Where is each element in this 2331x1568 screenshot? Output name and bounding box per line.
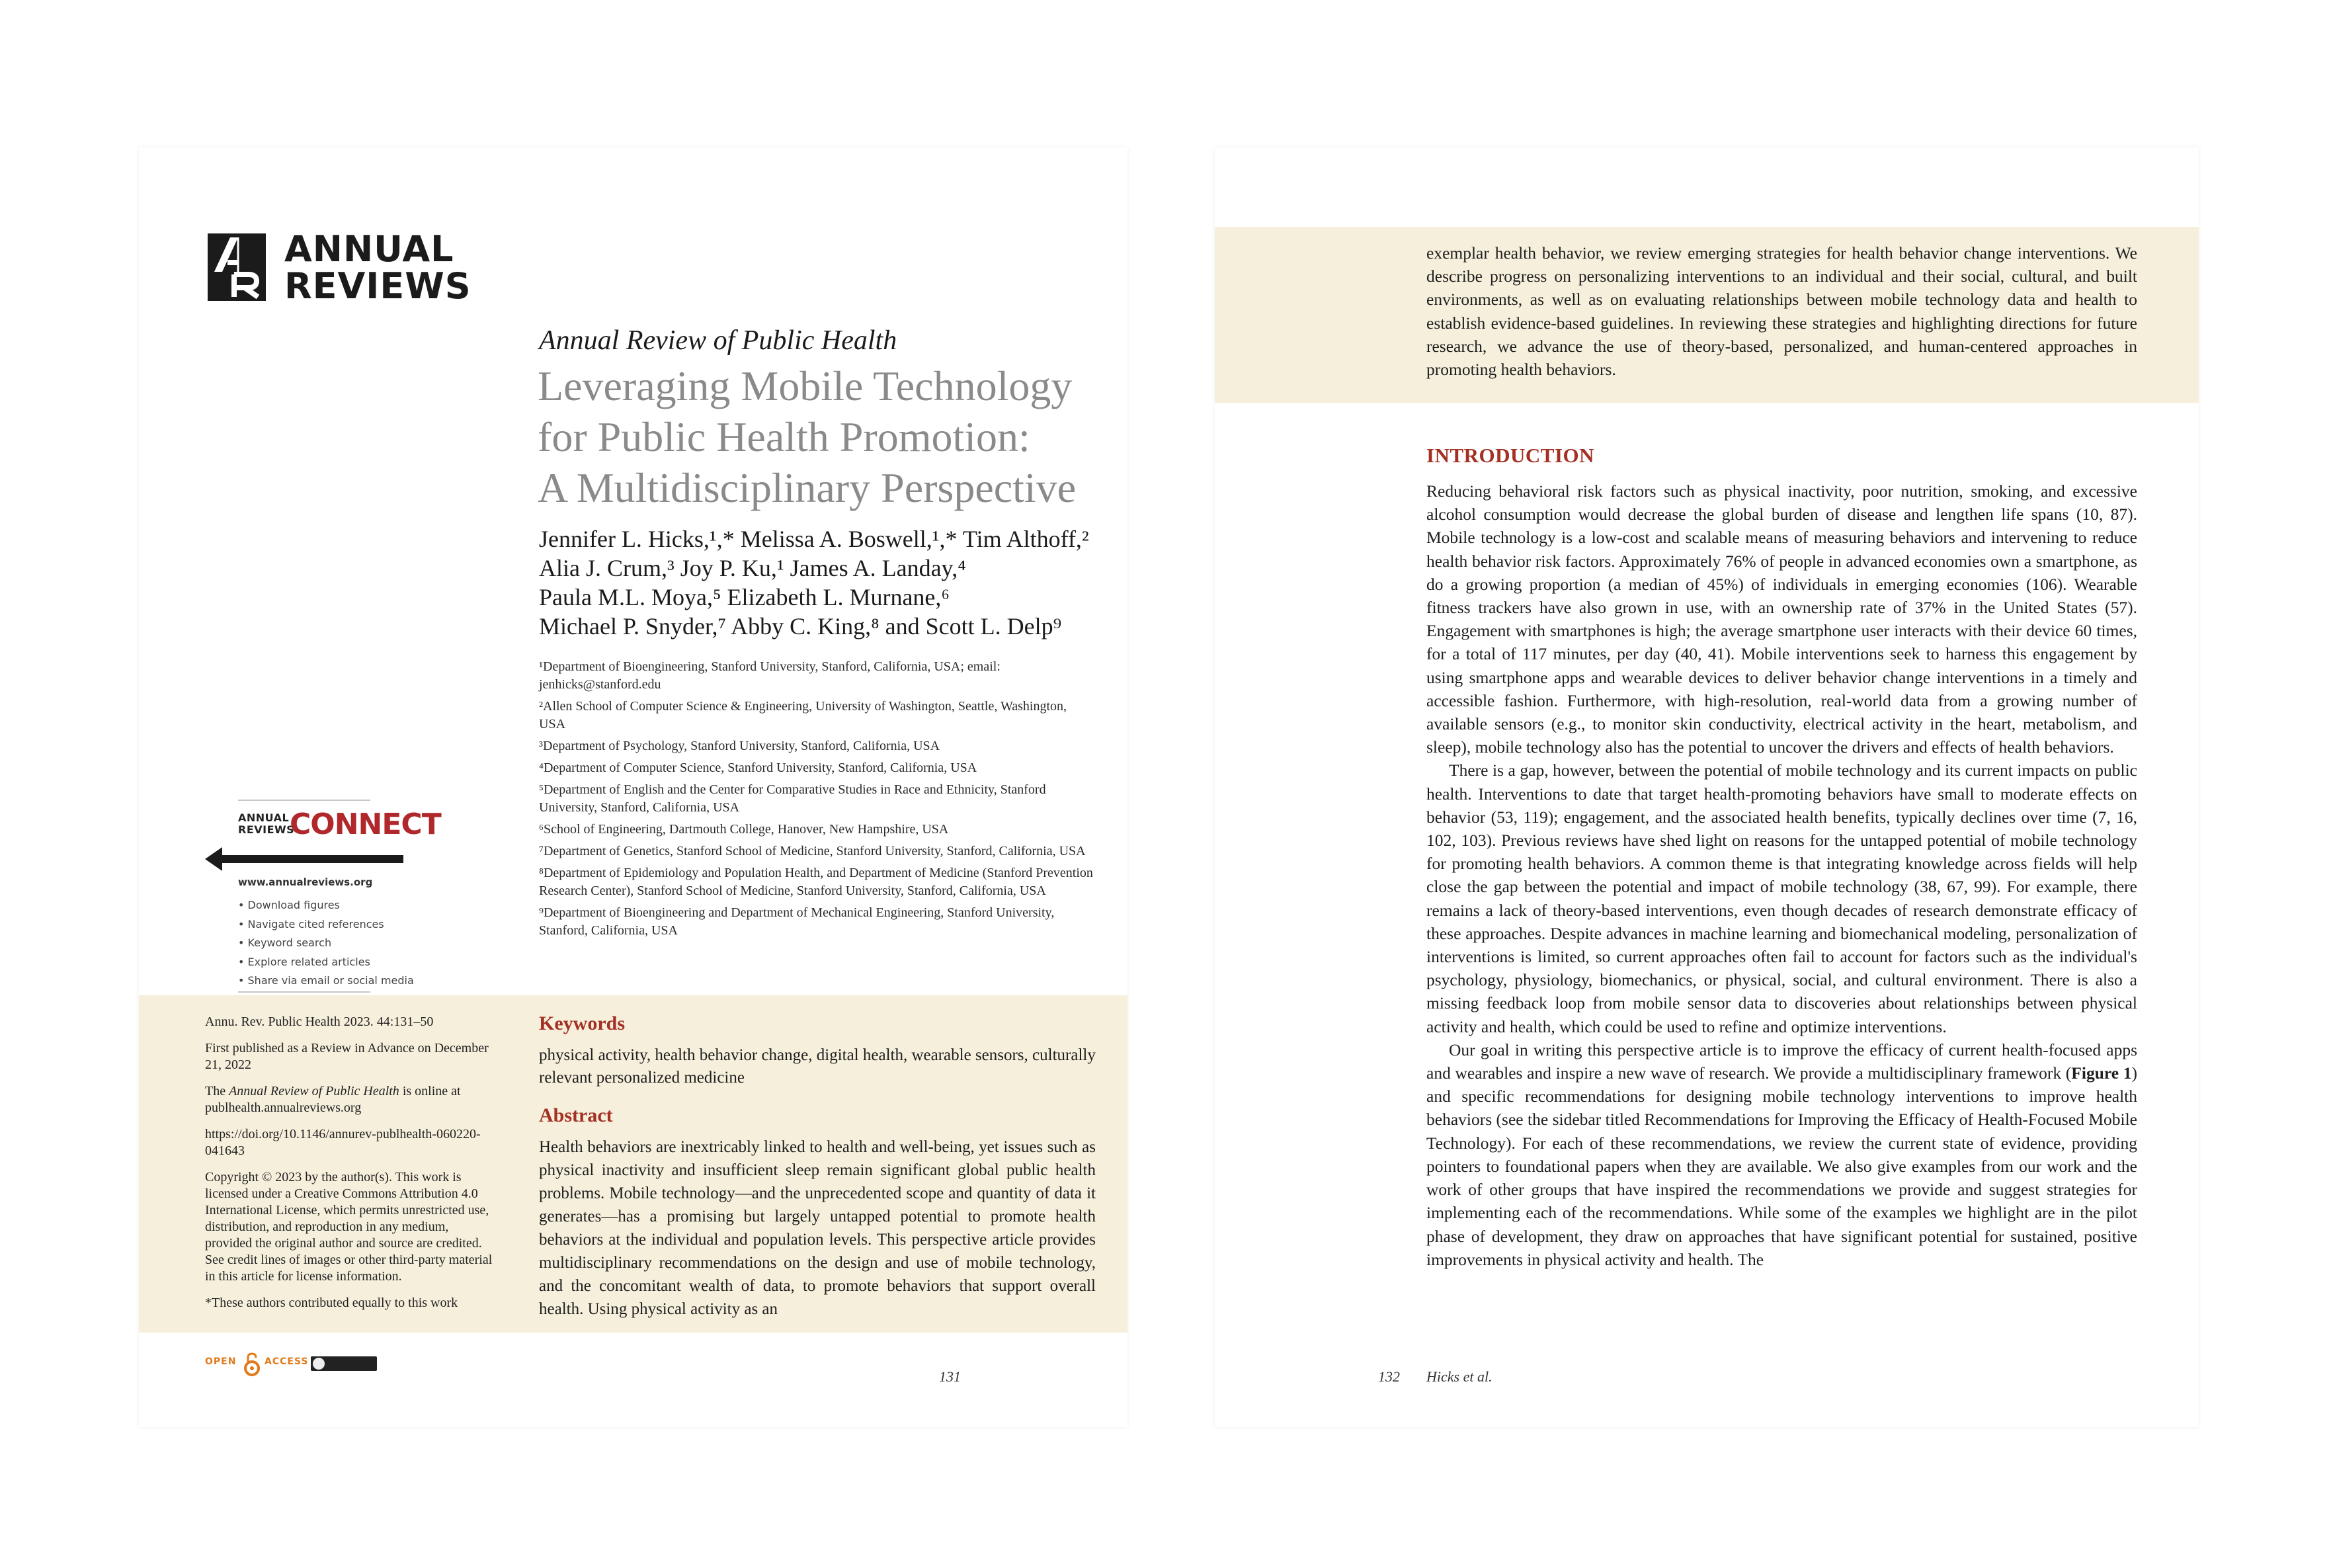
keywords: physical activity, health behavior change, digital health, wearable sensors, culturally relevant personalized medicine — [539, 1046, 1096, 1087]
connect-item-keyword-search[interactable]: • Keyword search — [238, 936, 332, 949]
author-line: Alia J. Crum,³ Joy P. Ku,¹ James A. Landay,⁴ — [539, 555, 966, 581]
affiliation: ⁷Department of Genetics, Stanford School of Medicine, Stanford University, Stanford, California, USA — [539, 844, 1086, 858]
left-page — [139, 147, 1127, 1427]
affiliation: ³Department of Psychology, Stanford University, Stanford, California, USA — [539, 739, 940, 753]
copyright: Copyright © 2023 by the author(s). This work is licensed under a Creative Commons Attribution 4.0 International License, which permits unrestricted use, distribution, and reproduction in any medium, provided the original author and source are credited. See credit lines of images or other third-party material in this article for license information. — [205, 1170, 493, 1284]
connect-small-label: ANNUAL REVIEWS — [238, 811, 295, 836]
affiliation: ⁸Department of Epidemiology and Population Health, and Department of Medicine (Stanford Prevention Research Center), Stanford School of Medicine, Stanford University, Stanford, California, USA — [539, 866, 1093, 898]
open-access-badge: OPEN ACCESS — [205, 1350, 377, 1379]
paragraph: There is a gap, however, between the potential of mobile technology and its current impacts on public health. Interventions to date that target health-promoting behaviors have small to moderate effects on behavior (53, 119); engagement, and the associated health benefits, typically declines over time (7, 16, 102, 103). Previous reviews have shed light on reasons for the untapped potential of mobile technology for promoting health behaviors. A common theme is that integrating knowledge across fields will help close the gap between the potential and impact of mobile technology (38, 67, 99). For example, there remains a lack of theory-based interventions, even though decades of research demonstrate efficacy of these approaches. Despite advances in machine learning and biomechanical modeling, personalization of interventions is limited, so current approaches often fail to account for factors such as the individual's psychology, physiology, biomechanics, or physical, social, and cultural environment. There is also a missing feedback loop from mobile sensor data to discoveries about relationships between physical activity and health, which could be used to refine and optimize interventions. — [1426, 761, 2137, 1036]
paragraph: Our goal in writing this perspective article is to improve the efficacy of current health-focused apps and wearables and inspire a new wave of research. We provide a multidisciplinary framework (Figure 1) and specific recommendations for designing mobile technology interventions to improve health behaviors (see the sidebar titled Recommendations for Improving the Efficacy of Health-Focused Mobile Technology). For each of these recommendations, we review the current state of evidence, providing pointers to foundational papers when they are available. We also give examples from our work and the work of other groups that have inspired the recommendations we provide and suggest strategies for implementing each of the recommendations. While some of the examples we highlight are in the pilot phase of development, they draw on approaches that have significant potential for sustained, positive improvements in physical activity and health. The — [1426, 1040, 2137, 1269]
connect-item-cited-references[interactable]: • Navigate cited references — [238, 917, 384, 930]
affiliation: ⁵Department of English and the Center for Comparative Studies in Race and Ethnicity, Stanford University, Stanford, California, USA — [539, 782, 1046, 815]
affiliation: ⁴Department of Computer Science, Stanford University, Stanford, California, USA — [539, 761, 977, 775]
article-title: Leveraging Mobile Technology for Public Health Promotion: A Multidisciplinary Perspective — [538, 362, 1077, 511]
publisher-logo-text: ANNUAL REVIEWS — [284, 228, 471, 307]
citation: Annu. Rev. Public Health 2023. 44:131–50 — [205, 1014, 434, 1029]
connect-divider-bottom — [238, 991, 370, 993]
affiliations — [539, 658, 1094, 944]
connect-features — [238, 896, 414, 991]
affiliation: ⁹Department of Bioengineering and Department of Mechanical Engineering, Stanford University, Stanford, California, USA — [539, 905, 1055, 938]
right-page — [1215, 147, 2199, 1427]
author-list — [539, 524, 1089, 641]
annual-reviews-logo-icon — [208, 233, 266, 301]
connect-item-share[interactable]: • Share via email or social media — [238, 974, 414, 987]
journal-name: Annual Review of Public Health — [539, 325, 897, 356]
figure-reference[interactable]: Figure 1 — [2071, 1063, 2132, 1083]
creative-commons-icon — [311, 1356, 377, 1371]
first-published: First published as a Review in Advance on December 21, 2022 — [205, 1041, 489, 1072]
equal-contribution-note: *These authors contributed equally to this work — [205, 1296, 458, 1310]
abstract-heading: Abstract — [539, 1104, 613, 1126]
affiliation: ²Allen School of Computer Science & Engineering, University of Washington, Seattle, Washington, USA — [539, 699, 1067, 731]
annual-reviews-connect-box — [172, 796, 441, 994]
affiliation: ¹Department of Bioengineering, Stanford University, Stanford, California, USA; email: jenhicks@stanford.edu — [539, 659, 1001, 692]
author-line: Jennifer L. Hicks,¹,* Melissa A. Boswell,¹,* Tim Althoff,² — [539, 526, 1089, 552]
running-head: Hicks et al. — [1426, 1368, 1493, 1385]
page-number: 132 — [1378, 1368, 1400, 1385]
connect-title: CONNECT — [290, 807, 441, 841]
abstract-text: Health behaviors are inextricably linked to health and well-being, yet issues such as physical inactivity and insufficient sleep remain significant global public health problems. Mobile technology—and the unprecedented scope and quantity of data it generates—has a promising but largely untapped potential to promote health behaviors at the individual and population levels. This perspective article provides multidisciplinary recommendations on the design and use of mobile technology, and the concomitant wealth of data, to promote behaviors that support overall health. Using physical activity as an — [539, 1138, 1096, 1318]
connect-url[interactable]: www.annualreviews.org — [238, 876, 373, 888]
doi-link[interactable]: https://doi.org/10.1146/annurev-publhealth-060220-041643 — [205, 1127, 481, 1158]
introduction-body — [1426, 479, 2137, 1271]
online-note: The Annual Review of Public Health is online at publhealth.annualreviews.org — [205, 1084, 461, 1115]
paragraph: Reducing behavioral risk factors such as physical inactivity, poor nutrition, smoking, and excessive alcohol consumption would decrease the global burden of disease and lengthen life spans (10, 87). Mobile technology is a low-cost and scalable means of measuring behaviors and intervening to reduce health behavior risk factors. Approximately 76% of people in advanced economies own a smartphone, as do a growing proportion (a median of 45%) of individuals in emerging economies (106). Wearable fitness trackers have also grown in use, with an ownership rate of 37% in the United States (57). Engagement with smartphones is high; the average smartphone user interacts with their device 60 times, for a total of 117 minutes, per day (40, 41). Mobile interventions seek to harness this engagement by using smartphone apps and wearable devices to deliver behavior change interventions in a timely and accessible fashion. Furthermore, with high-resolution, real-world data from a growing number of available sensors (e.g., to monitor skin conductivity, electrical activity in the heart, metabolism, and sleep), mobile technology also has the potential to uncover the drivers and effects of health behaviors. — [1426, 481, 2137, 757]
keywords-heading: Keywords — [539, 1012, 625, 1034]
connect-item-related-articles[interactable]: • Explore related articles — [238, 955, 370, 968]
open-lock-icon — [241, 1352, 263, 1376]
author-line: Michael P. Snyder,⁷ Abby C. King,⁸ and Scott L. Delp⁹ — [539, 613, 1062, 640]
introduction-heading: INTRODUCTION — [1426, 444, 1595, 467]
article-metadata — [205, 1014, 496, 1321]
connect-divider-top — [238, 800, 370, 801]
page-number: 131 — [939, 1368, 961, 1385]
connect-item-download-figures[interactable]: • Download figures — [238, 899, 340, 911]
abstract-continued: exemplar health behavior, we review emerging strategies for health behavior change interventions. We describe progress on personalizing interventions to an individual and their social, cultural, and built environments, as well as on evaluating relationships between mobile technology data and health to establish evidence-based guidelines. In reviewing these strategies and highlighting directions for future research, we advance the use of theory-based, personalized, and human-centered approaches in promoting health behaviors. — [1426, 243, 2137, 380]
author-line: Paula M.L. Moya,⁵ Elizabeth L. Murnane,⁶ — [539, 584, 950, 610]
arrow-left-icon — [205, 847, 403, 871]
affiliation: ⁶School of Engineering, Dartmouth College, Hanover, New Hampshire, USA — [539, 822, 949, 837]
